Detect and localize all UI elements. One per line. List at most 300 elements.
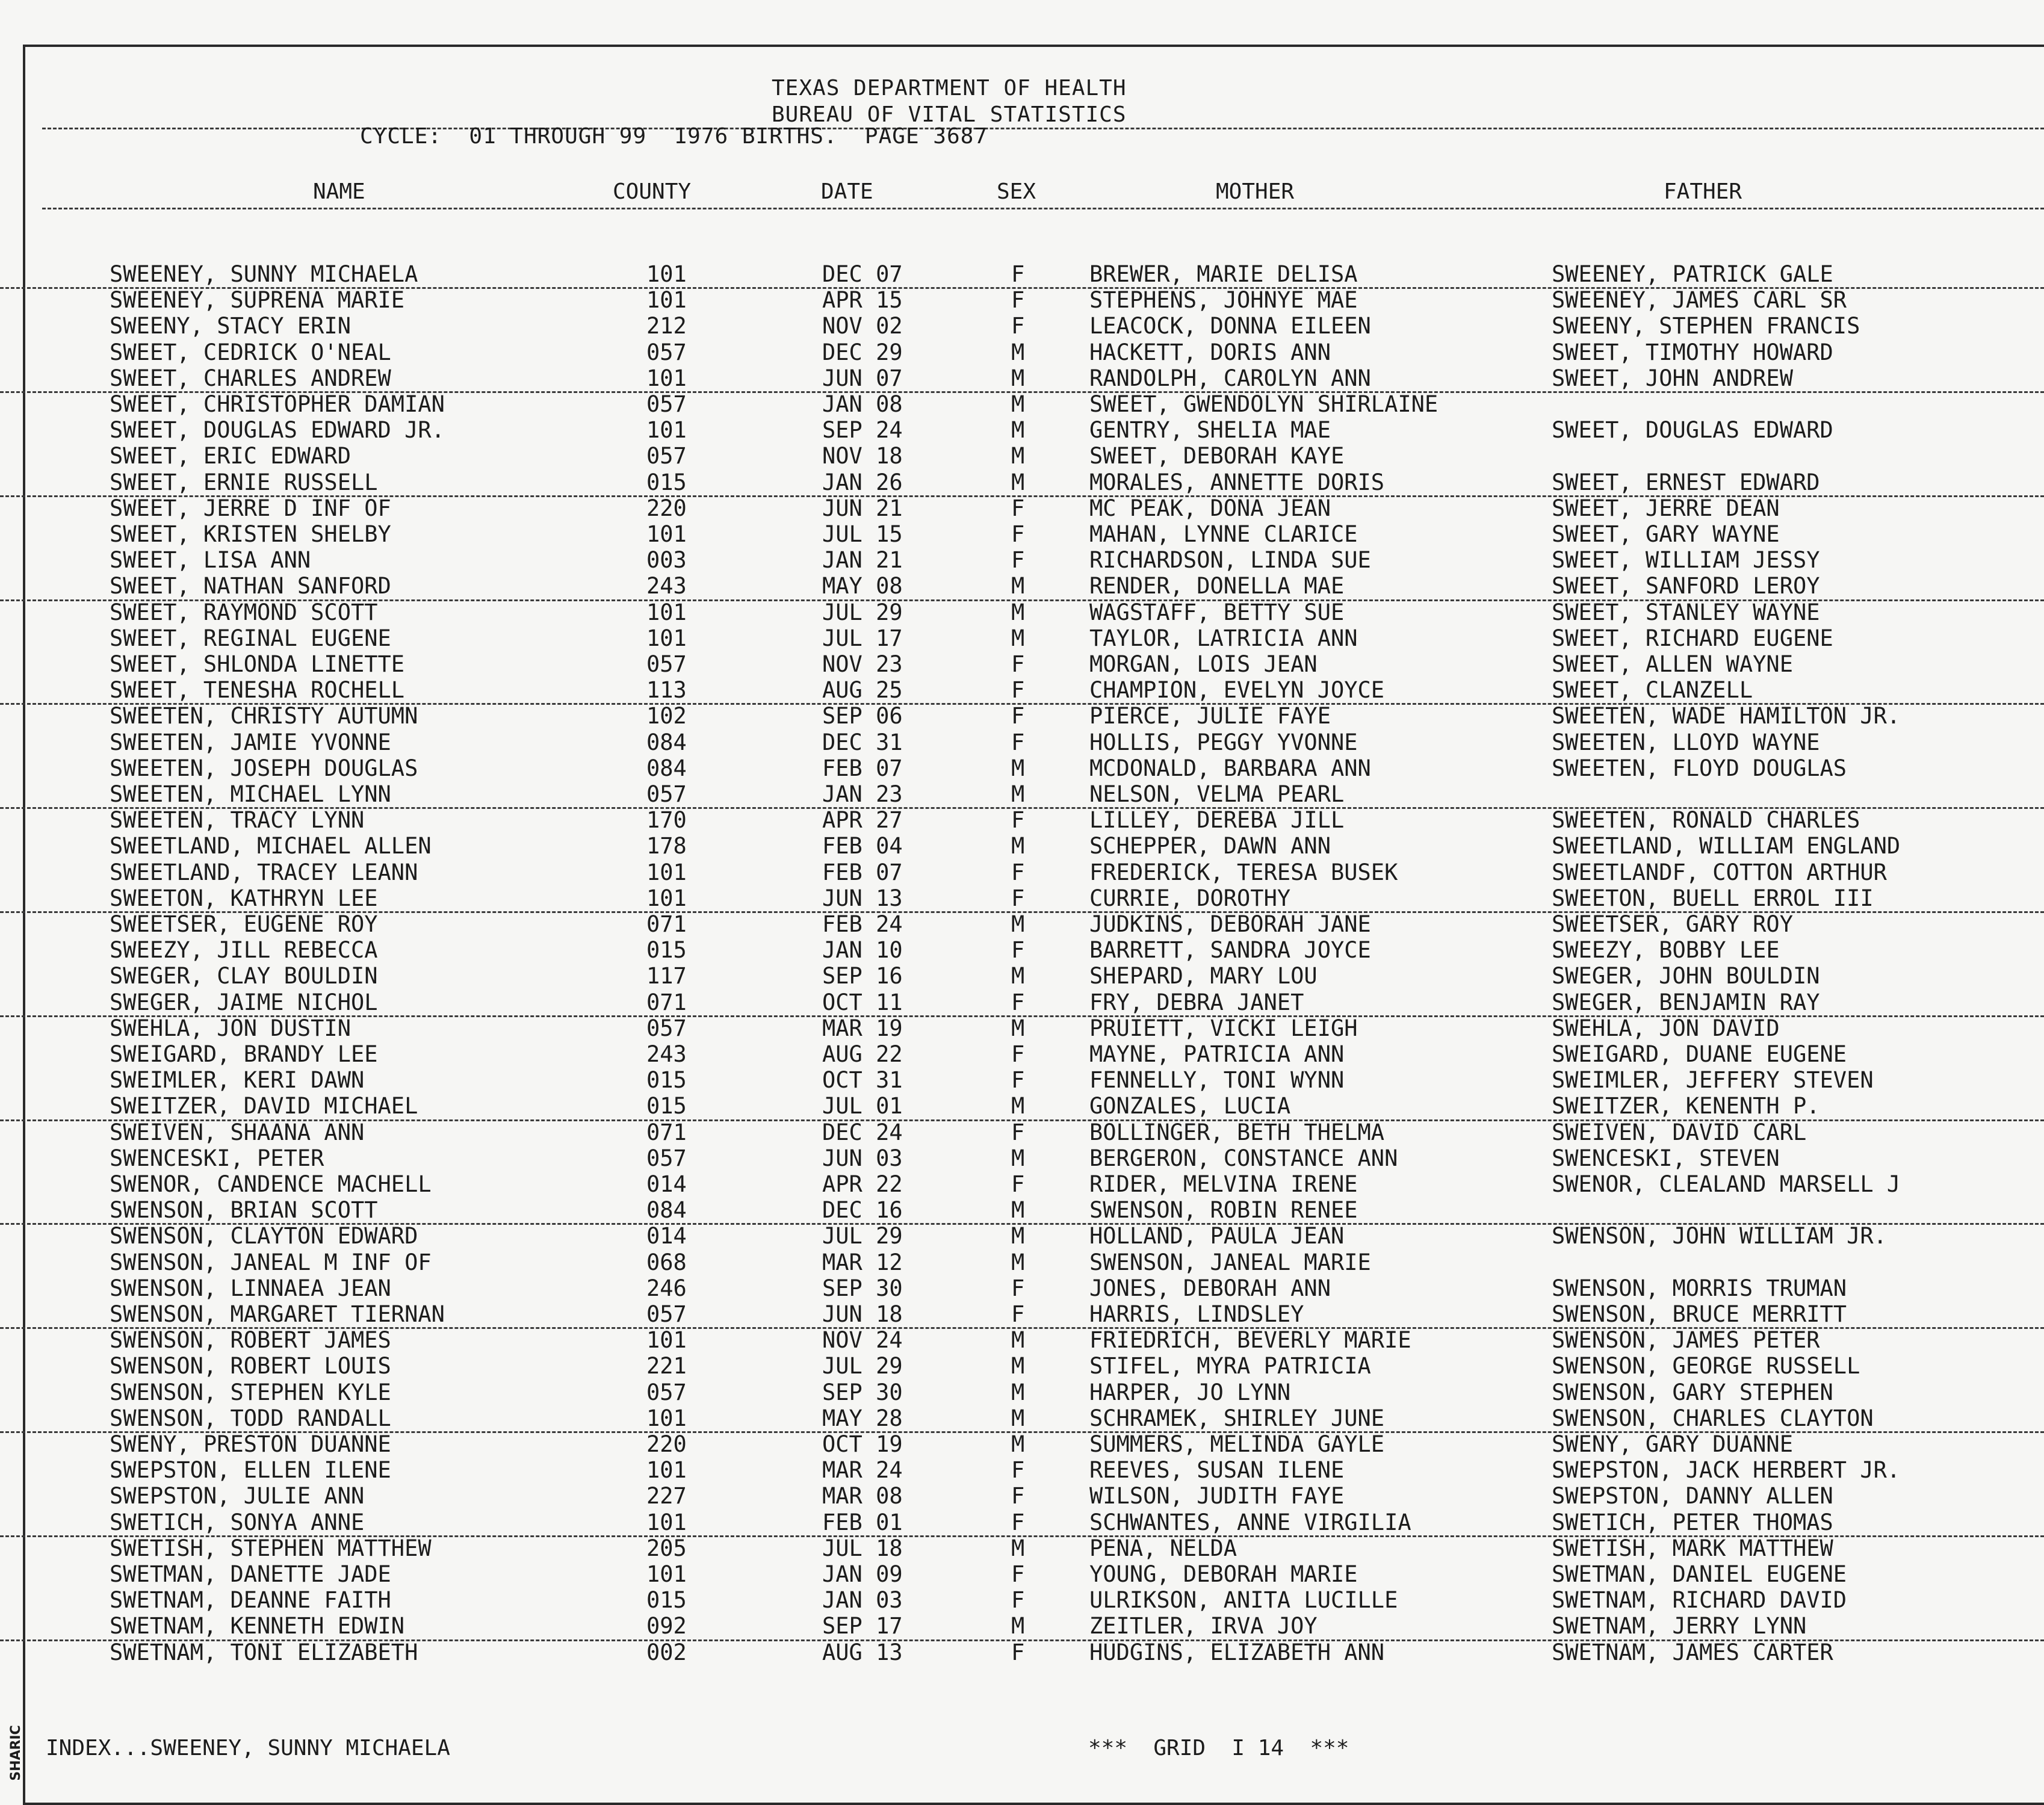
cell-county: 227	[646, 1483, 687, 1509]
cell-date: SEP 17	[822, 1613, 903, 1639]
cell-date: JAN 08	[822, 391, 903, 417]
cell-father: SWETNAM, JAMES CARTER	[1552, 1639, 1833, 1665]
cell-name: SWENSON, BRIAN SCOTT	[110, 1197, 378, 1224]
table-row	[0, 885, 2044, 913]
cell-county: 243	[646, 1041, 687, 1067]
cell-father: SWENOR, CLEALAND MARSELL J	[1552, 1171, 1901, 1197]
cell-date: MAY 28	[822, 1405, 903, 1431]
table-row	[0, 677, 2044, 705]
table-row	[0, 1015, 2044, 1041]
cell-mother: MCDONALD, BARBARA ANN	[1089, 755, 1371, 781]
column-header-rule	[42, 208, 2044, 209]
cell-sex: M	[1011, 1223, 1025, 1249]
cell-sex: F	[1011, 1119, 1025, 1145]
table-row	[0, 1145, 2044, 1171]
cell-sex: M	[1011, 365, 1025, 391]
cell-county: 212	[646, 313, 687, 339]
cell-mother: PENA, NELDA	[1089, 1535, 1237, 1561]
cell-date: APR 27	[822, 807, 903, 834]
cell-date: DEC 29	[822, 339, 903, 365]
cell-mother: SHEPARD, MARY LOU	[1089, 963, 1318, 989]
cell-sex: M	[1011, 1093, 1025, 1119]
cell-name: SWENSON, CLAYTON EDWARD	[110, 1223, 418, 1249]
header-rule	[42, 128, 2044, 129]
cell-county: 243	[646, 573, 687, 599]
cell-date: NOV 23	[822, 651, 903, 677]
cell-father: SWEETLANDF, COTTON ARTHUR	[1552, 859, 1887, 885]
cell-name: SWEETEN, JOSEPH DOUGLAS	[110, 755, 418, 781]
cell-father: SWEETON, BUELL ERROL III	[1552, 885, 1874, 911]
cell-name: SWEETEN, MICHAEL LYNN	[110, 781, 391, 807]
table-row	[0, 911, 2044, 937]
cell-county: 101	[646, 1457, 687, 1484]
cell-father: SWEET, JERRE DEAN	[1552, 495, 1780, 521]
cell-name: SWETNAM, KENNETH EDWIN	[110, 1613, 405, 1639]
cell-mother: RANDOLPH, CAROLYN ANN	[1089, 365, 1371, 391]
cell-name: SWEET, KRISTEN SHELBY	[110, 521, 391, 547]
cell-mother: NELSON, VELMA PEARL	[1089, 781, 1345, 807]
column-header-county: COUNTY	[613, 179, 692, 204]
cell-mother: BARRETT, SANDRA JOYCE	[1089, 937, 1371, 964]
cell-name: SWENSON, STEPHEN KYLE	[110, 1379, 391, 1405]
cell-name: SWEEZY, JILL REBECCA	[110, 937, 378, 964]
table-row	[0, 937, 2044, 963]
cell-sex: F	[1011, 937, 1025, 964]
cell-mother: MAHAN, LYNNE CLARICE	[1089, 521, 1358, 547]
cell-sex: F	[1011, 547, 1025, 574]
cell-mother: RIDER, MELVINA IRENE	[1089, 1171, 1358, 1197]
cell-sex: F	[1011, 651, 1025, 677]
cell-father: SWEGER, JOHN BOULDIN	[1552, 963, 1820, 989]
table-row	[0, 287, 2044, 313]
cell-name: SWENSON, TODD RANDALL	[110, 1405, 391, 1431]
cell-father: SWETICH, PETER THOMAS	[1552, 1509, 1833, 1535]
cell-name: SWEENEY, SUNNY MICHAELA	[110, 261, 418, 287]
cell-name: SWEETLAND, TRACEY LEANN	[110, 859, 418, 885]
cell-mother: MORALES, ANNETTE DORIS	[1089, 469, 1385, 495]
cell-date: MAR 12	[822, 1249, 903, 1275]
table-row	[0, 781, 2044, 809]
cell-mother: SCHEPPER, DAWN ANN	[1089, 833, 1331, 859]
column-header-father: FATHER	[1664, 179, 1742, 204]
table-row	[0, 1457, 2044, 1483]
cell-mother: ZEITLER, IRVA JOY	[1089, 1613, 1318, 1639]
cell-name: SWEGER, CLAY BOULDIN	[110, 963, 378, 989]
cell-mother: GONZALES, LUCIA	[1089, 1093, 1291, 1119]
cell-sex: M	[1011, 1379, 1025, 1405]
cell-county: 015	[646, 1093, 687, 1119]
cell-father: SWENSON, BRUCE MERRITT	[1552, 1301, 1847, 1327]
cell-date: NOV 02	[822, 313, 903, 339]
cell-mother: STEPHENS, JOHNYE MAE	[1089, 287, 1358, 314]
cell-sex: M	[1011, 963, 1025, 989]
table-row	[0, 313, 2044, 339]
cell-county: 170	[646, 807, 687, 834]
cell-father: SWEENY, STEPHEN FRANCIS	[1552, 313, 1860, 339]
table-row	[0, 573, 2044, 601]
cell-father: SWENSON, GARY STEPHEN	[1552, 1379, 1833, 1405]
cell-name: SWEET, CEDRICK O'NEAL	[110, 339, 391, 365]
cell-date: FEB 07	[822, 755, 903, 781]
cell-name: SWENSON, LINNAEA JEAN	[110, 1275, 391, 1301]
column-header-name: NAME	[313, 179, 365, 204]
table-row	[0, 1067, 2044, 1093]
cell-sex: M	[1011, 1535, 1025, 1561]
cell-sex: M	[1011, 625, 1025, 651]
cell-name: SWEPSTON, ELLEN ILENE	[110, 1457, 391, 1484]
cell-sex: M	[1011, 1327, 1025, 1354]
cell-date: JUL 29	[822, 1353, 903, 1379]
cell-father: SWEET, DOUGLAS EDWARD	[1552, 417, 1833, 444]
cell-name: SWENY, PRESTON DUANNE	[110, 1431, 391, 1457]
cell-sex: M	[1011, 443, 1025, 469]
table-row	[0, 495, 2044, 521]
cell-date: JUN 21	[822, 495, 903, 521]
cell-mother: HUDGINS, ELIZABETH ANN	[1089, 1639, 1385, 1665]
cell-county: 057	[646, 391, 687, 417]
cell-father: SWEET, SANFORD LEROY	[1552, 573, 1820, 599]
cell-mother: HOLLIS, PEGGY YVONNE	[1089, 729, 1358, 755]
cell-sex: M	[1011, 339, 1025, 365]
cell-date: JUL 17	[822, 625, 903, 651]
cell-name: SWETNAM, TONI ELIZABETH	[110, 1639, 418, 1665]
cell-mother: PIERCE, JULIE FAYE	[1089, 703, 1331, 729]
cell-county: 057	[646, 781, 687, 807]
cell-sex: F	[1011, 1301, 1025, 1327]
cell-name: SWEETSER, EUGENE ROY	[110, 911, 378, 937]
cell-sex: M	[1011, 391, 1025, 417]
cell-mother: YOUNG, DEBORAH MARIE	[1089, 1561, 1358, 1587]
cell-county: 003	[646, 547, 687, 574]
cell-father: SWEIMLER, JEFFERY STEVEN	[1552, 1067, 1874, 1094]
table-row	[0, 989, 2044, 1017]
cell-county: 057	[646, 1145, 687, 1171]
table-row	[0, 1561, 2044, 1587]
cell-sex: M	[1011, 469, 1025, 495]
cell-county: 101	[646, 365, 687, 391]
cell-sex: F	[1011, 1275, 1025, 1301]
table-row	[0, 625, 2044, 651]
cell-name: SWETICH, SONYA ANNE	[110, 1509, 365, 1535]
cell-name: SWENOR, CANDENCE MACHELL	[110, 1171, 432, 1197]
cell-name: SWETISH, STEPHEN MATTHEW	[110, 1535, 432, 1561]
cell-sex: F	[1011, 1483, 1025, 1509]
cell-father: SWEHLA, JON DAVID	[1552, 1015, 1780, 1041]
cell-father: SWENSON, JAMES PETER	[1552, 1327, 1820, 1354]
cell-father: SWEPSTON, JACK HERBERT JR.	[1552, 1457, 1901, 1484]
cell-name: SWEPSTON, JULIE ANN	[110, 1483, 365, 1509]
cell-date: DEC 31	[822, 729, 903, 755]
cell-county: 057	[646, 339, 687, 365]
cell-name: SWETNAM, DEANNE FAITH	[110, 1587, 391, 1614]
cell-date: FEB 07	[822, 859, 903, 885]
cell-sex: F	[1011, 989, 1025, 1015]
cell-mother: PRUIETT, VICKI LEIGH	[1089, 1015, 1358, 1041]
cell-county: 092	[646, 1613, 687, 1639]
cell-sex: F	[1011, 1171, 1025, 1197]
cell-mother: SWEET, GWENDOLYN SHIRLAINE	[1089, 391, 1439, 417]
cell-name: SWEITZER, DAVID MICHAEL	[110, 1093, 418, 1119]
cell-sex: M	[1011, 1145, 1025, 1171]
cell-date: JAN 26	[822, 469, 903, 495]
table-row	[0, 521, 2044, 547]
cell-mother: WILSON, JUDITH FAYE	[1089, 1483, 1345, 1509]
cell-mother: FREDERICK, TERESA BUSEK	[1089, 859, 1398, 885]
cell-sex: M	[1011, 1353, 1025, 1379]
cell-county: 014	[646, 1171, 687, 1197]
cell-father: SWEETEN, FLOYD DOUGLAS	[1552, 755, 1847, 781]
cell-father: SWEIVEN, DAVID CARL	[1552, 1119, 1807, 1145]
cell-county: 101	[646, 625, 687, 651]
cell-father: SWENSON, MORRIS TRUMAN	[1552, 1275, 1847, 1301]
table-row	[0, 1327, 2044, 1353]
table-row	[0, 1197, 2044, 1225]
cell-mother: LILLEY, DEREBA JILL	[1089, 807, 1345, 834]
cell-sex: F	[1011, 1041, 1025, 1067]
cell-date: APR 15	[822, 287, 903, 314]
cell-date: JAN 10	[822, 937, 903, 964]
cell-father: SWEGER, BENJAMIN RAY	[1552, 989, 1820, 1015]
cell-county: 071	[646, 1119, 687, 1145]
table-row	[0, 443, 2044, 469]
cell-county: 101	[646, 1327, 687, 1354]
cell-father: SWEETSER, GARY ROY	[1552, 911, 1793, 937]
cell-name: SWEETEN, CHRISTY AUTUMN	[110, 703, 418, 729]
cell-county: 101	[646, 261, 687, 287]
cell-sex: F	[1011, 885, 1025, 911]
cell-father: SWEET, JOHN ANDREW	[1552, 365, 1793, 391]
table-row	[0, 1223, 2044, 1249]
cell-date: DEC 07	[822, 261, 903, 287]
cell-father: SWENCESKI, STEVEN	[1552, 1145, 1780, 1171]
cell-father: SWEET, STANLEY WAYNE	[1552, 599, 1820, 625]
cell-sex: M	[1011, 781, 1025, 807]
cell-sex: M	[1011, 1613, 1025, 1639]
cell-name: SWENSON, ROBERT JAMES	[110, 1327, 391, 1354]
cell-date: NOV 24	[822, 1327, 903, 1354]
cell-county: 015	[646, 469, 687, 495]
cell-sex: M	[1011, 599, 1025, 625]
cell-date: JUL 15	[822, 521, 903, 547]
cell-father: SWEITZER, KENENTH P.	[1552, 1093, 1820, 1119]
cell-name: SWEET, CHRISTOPHER DAMIAN	[110, 391, 445, 417]
table-row	[0, 1509, 2044, 1537]
cell-county: 084	[646, 1197, 687, 1224]
cell-name: SWETMAN, DANETTE JADE	[110, 1561, 391, 1587]
cell-county: 101	[646, 599, 687, 625]
cell-date: FEB 01	[822, 1509, 903, 1535]
cell-date: JUL 18	[822, 1535, 903, 1561]
cell-sex: M	[1011, 417, 1025, 444]
cell-father: SWEET, CLANZELL	[1552, 677, 1753, 704]
cell-date: FEB 04	[822, 833, 903, 859]
cell-county: 220	[646, 495, 687, 521]
header-subtitle: BUREAU OF VITAL STATISTICS	[772, 102, 1127, 127]
table-row	[0, 1119, 2044, 1145]
cell-date: OCT 19	[822, 1431, 903, 1457]
cell-father: SWENSON, JOHN WILLIAM JR.	[1552, 1223, 1887, 1249]
cell-father: SWENY, GARY DUANNE	[1552, 1431, 1793, 1457]
header-title: TEXAS DEPARTMENT OF HEALTH	[772, 76, 1127, 101]
cell-county: 101	[646, 1405, 687, 1431]
table-row	[0, 547, 2044, 573]
footer-grid: *** GRID I 14 ***	[1088, 1736, 1349, 1760]
cell-sex: F	[1011, 677, 1025, 704]
cell-date: SEP 24	[822, 417, 903, 444]
cell-name: SWENCESKI, PETER	[110, 1145, 324, 1171]
cell-mother: HACKETT, DORIS ANN	[1089, 339, 1331, 365]
cell-name: SWEET, REGINAL EUGENE	[110, 625, 391, 651]
cell-county: 015	[646, 1587, 687, 1614]
cell-sex: F	[1011, 859, 1025, 885]
cell-county: 071	[646, 911, 687, 937]
cell-father: SWETNAM, RICHARD DAVID	[1552, 1587, 1847, 1614]
cell-date: MAR 08	[822, 1483, 903, 1509]
cell-date: OCT 31	[822, 1067, 903, 1094]
cell-name: SWEETEN, TRACY LYNN	[110, 807, 365, 834]
table-row	[0, 1639, 2044, 1665]
cell-county: 113	[646, 677, 687, 704]
cell-county: 068	[646, 1249, 687, 1275]
cell-sex: F	[1011, 703, 1025, 729]
cell-father: SWEET, ALLEN WAYNE	[1552, 651, 1793, 677]
cell-father: SWETISH, MARK MATTHEW	[1552, 1535, 1833, 1561]
cell-mother: HARPER, JO LYNN	[1089, 1379, 1291, 1405]
cell-sex: F	[1011, 1457, 1025, 1484]
cell-county: 102	[646, 703, 687, 729]
cell-date: JUL 29	[822, 599, 903, 625]
cell-name: SWEIGARD, BRANDY LEE	[110, 1041, 378, 1067]
cell-date: SEP 16	[822, 963, 903, 989]
cell-county: 002	[646, 1639, 687, 1665]
cell-county: 084	[646, 755, 687, 781]
cell-name: SWEET, ERIC EDWARD	[110, 443, 351, 469]
cell-mother: STIFEL, MYRA PATRICIA	[1089, 1353, 1371, 1379]
cell-date: OCT 11	[822, 989, 903, 1015]
table-row	[0, 1613, 2044, 1641]
table-row	[0, 391, 2044, 417]
table-row	[0, 261, 2044, 289]
cell-name: SWEGER, JAIME NICHOL	[110, 989, 378, 1015]
cell-mother: ULRIKSON, ANITA LUCILLE	[1089, 1587, 1398, 1614]
cell-mother: CHAMPION, EVELYN JOYCE	[1089, 677, 1385, 704]
cell-name: SWEIMLER, KERI DAWN	[110, 1067, 365, 1094]
cell-mother: SCHRAMEK, SHIRLEY JUNE	[1089, 1405, 1385, 1431]
cell-father: SWEET, WILLIAM JESSY	[1552, 547, 1820, 574]
cell-date: SEP 30	[822, 1275, 903, 1301]
cell-date: DEC 24	[822, 1119, 903, 1145]
cell-mother: BERGERON, CONSTANCE ANN	[1089, 1145, 1398, 1171]
cell-mother: SUMMERS, MELINDA GAYLE	[1089, 1431, 1385, 1457]
cell-county: 015	[646, 1067, 687, 1094]
table-row	[0, 1093, 2044, 1121]
cell-mother: RICHARDSON, LINDA SUE	[1089, 547, 1371, 574]
table-row	[0, 651, 2044, 677]
cell-county: 246	[646, 1275, 687, 1301]
cell-county: 057	[646, 1301, 687, 1327]
cell-mother: MAYNE, PATRICIA ANN	[1089, 1041, 1345, 1067]
cell-father: SWEIGARD, DUANE EUGENE	[1552, 1041, 1847, 1067]
cell-mother: SCHWANTES, ANNE VIRGILIA	[1089, 1509, 1411, 1535]
cell-county: 057	[646, 651, 687, 677]
cell-mother: FRIEDRICH, BEVERLY MARIE	[1089, 1327, 1411, 1354]
cell-mother: SWEET, DEBORAH KAYE	[1089, 443, 1345, 469]
cell-county: 101	[646, 885, 687, 911]
cell-father: SWEENEY, PATRICK GALE	[1552, 261, 1833, 287]
cell-father: SWEPSTON, DANNY ALLEN	[1552, 1483, 1833, 1509]
cell-sex: F	[1011, 1067, 1025, 1094]
cell-name: SWEET, SHLONDA LINETTE	[110, 651, 405, 677]
cell-name: SWEET, LISA ANN	[110, 547, 311, 574]
cell-father: SWEETLAND, WILLIAM ENGLAND	[1552, 833, 1901, 859]
cell-sex: M	[1011, 1431, 1025, 1457]
cell-name: SWENSON, JANEAL M INF OF	[110, 1249, 432, 1275]
cell-sex: F	[1011, 1587, 1025, 1614]
table-row	[0, 1483, 2044, 1509]
cell-father: SWENSON, CHARLES CLAYTON	[1552, 1405, 1874, 1431]
cell-county: 178	[646, 833, 687, 859]
cell-sex: M	[1011, 1249, 1025, 1275]
header-cycle: CYCLE: 01 THROUGH 99 1976 BIRTHS. PAGE 3687	[360, 124, 988, 149]
cell-name: SWEET, CHARLES ANDREW	[110, 365, 391, 391]
cell-date: JUN 13	[822, 885, 903, 911]
cell-name: SWENSON, MARGARET TIERNAN	[110, 1301, 445, 1327]
cell-mother: FENNELLY, TONI WYNN	[1089, 1067, 1345, 1094]
cell-father: SWEET, TIMOTHY HOWARD	[1552, 339, 1833, 365]
cell-father: SWEEZY, BOBBY LEE	[1552, 937, 1780, 964]
table-row	[0, 1379, 2044, 1405]
cell-county: 205	[646, 1535, 687, 1561]
cell-county: 221	[646, 1353, 687, 1379]
cell-county: 057	[646, 1015, 687, 1041]
column-header-sex: SEX	[997, 179, 1036, 204]
cell-sex: M	[1011, 911, 1025, 937]
cell-sex: F	[1011, 521, 1025, 547]
cell-name: SWEETON, KATHRYN LEE	[110, 885, 378, 911]
cell-father: SWENSON, GEORGE RUSSELL	[1552, 1353, 1860, 1379]
cell-name: SWEETEN, JAMIE YVONNE	[110, 729, 391, 755]
cell-county: 084	[646, 729, 687, 755]
cell-name: SWEET, ERNIE RUSSELL	[110, 469, 378, 495]
cell-mother: JUDKINS, DEBORAH JANE	[1089, 911, 1371, 937]
cell-name: SWEET, RAYMOND SCOTT	[110, 599, 378, 625]
footer-index: INDEX...SWEENEY, SUNNY MICHAELA	[46, 1736, 450, 1760]
column-header-mother: MOTHER	[1216, 179, 1295, 204]
cell-name: SWENSON, ROBERT LOUIS	[110, 1353, 391, 1379]
cell-name: SWEETLAND, MICHAEL ALLEN	[110, 833, 432, 859]
table-row	[0, 417, 2044, 443]
table-row	[0, 1431, 2044, 1457]
cell-sex: M	[1011, 1405, 1025, 1431]
table-row	[0, 1535, 2044, 1561]
cell-mother: SWENSON, JANEAL MARIE	[1089, 1249, 1371, 1275]
cell-sex: F	[1011, 807, 1025, 834]
cell-sex: F	[1011, 1509, 1025, 1535]
cell-date: FEB 24	[822, 911, 903, 937]
cell-date: MAY 08	[822, 573, 903, 599]
table-row	[0, 1171, 2044, 1197]
cell-mother: RENDER, DONELLA MAE	[1089, 573, 1345, 599]
cell-date: JAN 23	[822, 781, 903, 807]
cell-date: APR 22	[822, 1171, 903, 1197]
cell-mother: BOLLINGER, BETH THELMA	[1089, 1119, 1385, 1145]
cell-mother: MORGAN, LOIS JEAN	[1089, 651, 1318, 677]
table-row	[0, 1041, 2044, 1067]
cell-county: 015	[646, 937, 687, 964]
cell-date: NOV 18	[822, 443, 903, 469]
column-header-date: DATE	[821, 179, 873, 204]
cell-county: 057	[646, 1379, 687, 1405]
